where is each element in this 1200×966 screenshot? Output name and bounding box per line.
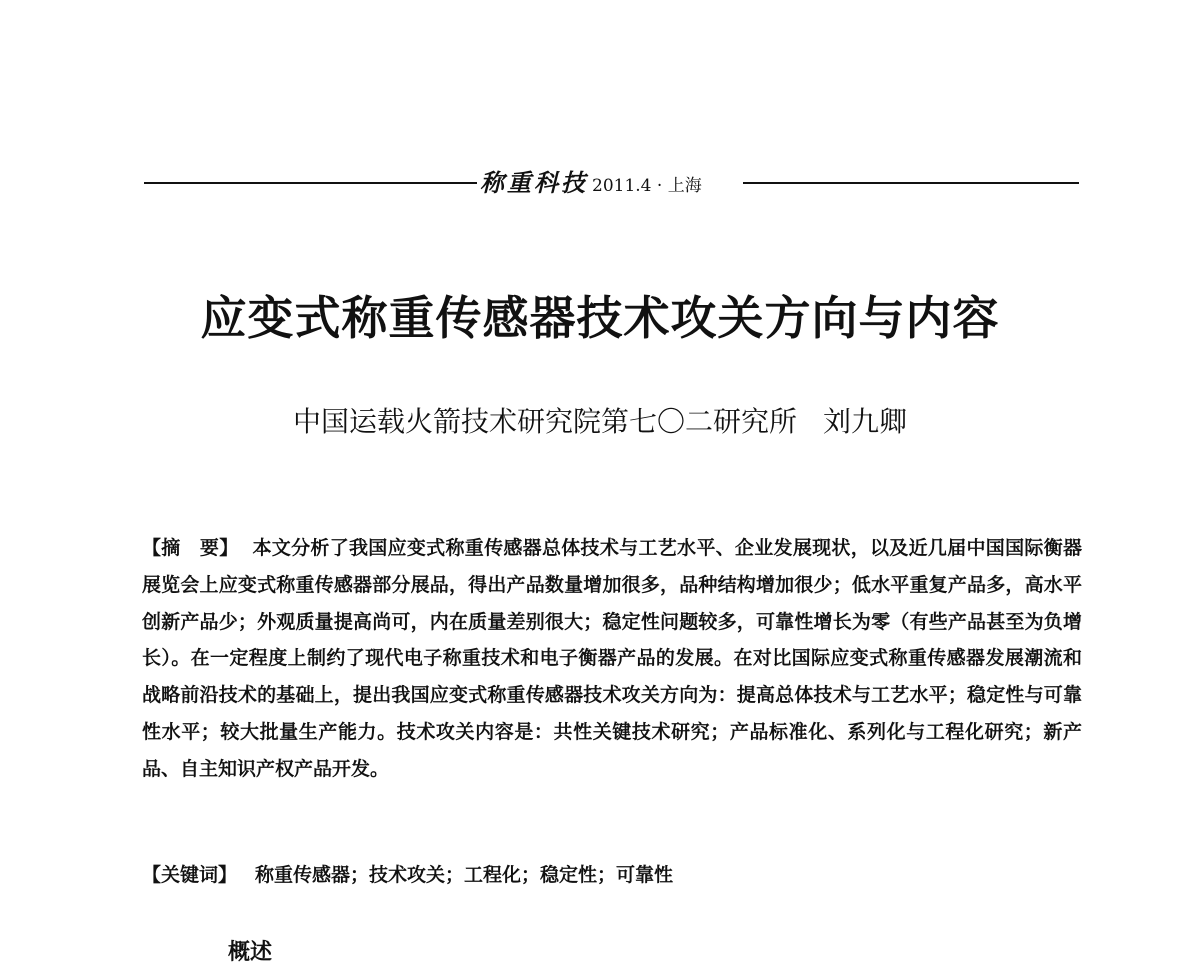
- journal-name: 称重科技: [480, 168, 588, 197]
- abstract: [142, 530, 1082, 788]
- abstract-label: 【摘 要】: [142, 537, 239, 559]
- section-heading: 概述: [228, 939, 273, 965]
- author-affiliation: 中国运载火箭技术研究院第七〇二研究所: [292, 405, 797, 438]
- journal-header: [0, 168, 1200, 198]
- keywords: [142, 857, 1082, 893]
- article-title: 应变式称重传感器技术攻关方向与内容: [200, 291, 1000, 345]
- keywords-label: 【关键词】: [142, 864, 238, 886]
- header-rule-right: [743, 182, 1079, 184]
- author-line: [0, 404, 1200, 440]
- author-name: 刘九卿: [823, 405, 908, 438]
- keywords-text: 称重传感器；技术攻关；工程化；稳定性；可靠性: [255, 864, 674, 886]
- journal-issue: 2011.4 · 上海: [592, 176, 702, 196]
- header-rule-left: [144, 182, 477, 184]
- abstract-text: 本文分析了我国应变式称重传感器总体技术与工艺水平、企业发展现状，以及近几届中国国际衡器展览会上应变式称重传感器部分展品，得出产品数量增加很多，品种结构增加很少；低水平重复产品多，高水平创新产品少；外观质量提高尚可，内在质量差别很大；稳定性问题较多，可靠性增长为零（有些产品甚至为负增长）。在一定程度上制约了现代电子称重技术和电子衡器产品的发展。在对比国际应变式称重传感器发展潮流和战略前沿技术的基础上，提出我国应变式称重传感器技术攻关方向为：提高总体技术与工艺水平；稳定性与可靠性水平；较大批量生产能力。技术攻关内容是：共性关键技术研究；产品标准化、系列化与工程化研究；新产品、自主知识产权产品开发。: [142, 537, 1082, 780]
- journal-header-text: [480, 169, 702, 200]
